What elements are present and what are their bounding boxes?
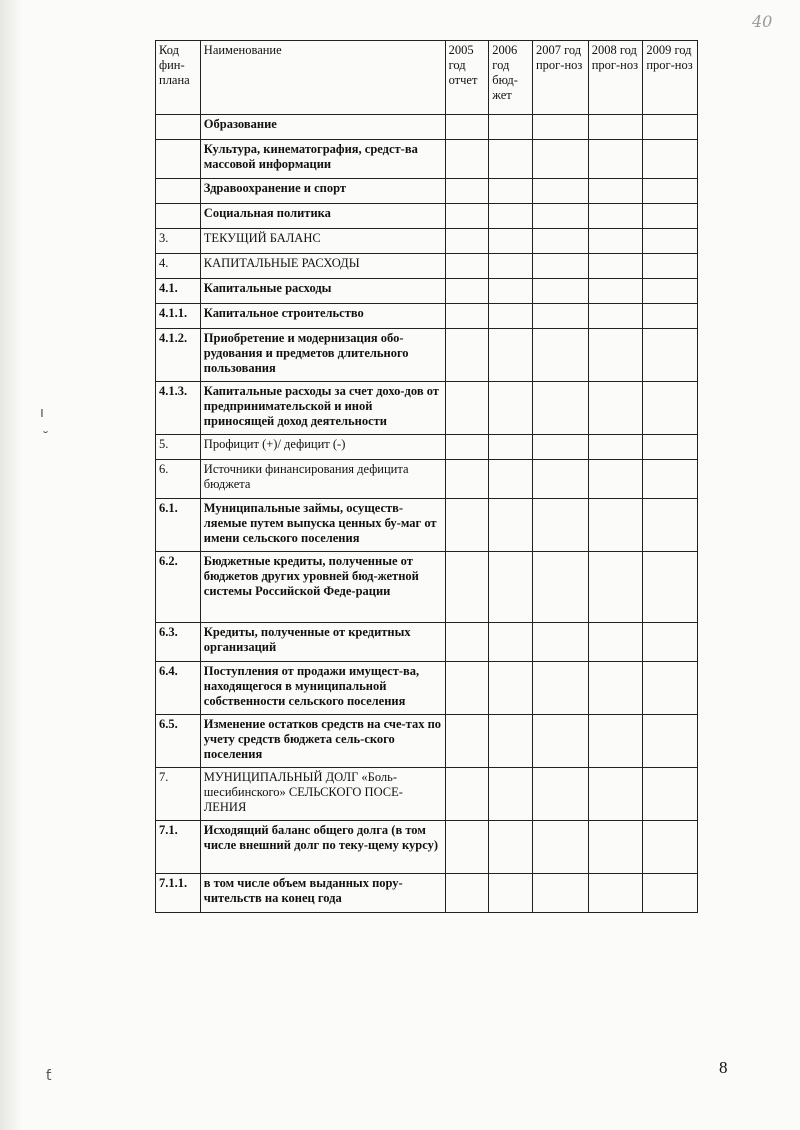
- year-value-cell: [445, 623, 489, 662]
- year-value-cell: [532, 304, 588, 329]
- row-code: 6.5.: [156, 715, 201, 768]
- page-number: 8: [719, 1058, 728, 1077]
- year-value-cell: [532, 821, 588, 874]
- header-name: Наименование: [200, 41, 445, 115]
- year-value-cell: [588, 279, 643, 304]
- table-row: [156, 179, 698, 204]
- year-value-cell: [445, 768, 489, 821]
- year-value-cell: [643, 179, 698, 204]
- year-value-cell: [489, 279, 533, 304]
- year-value-cell: [532, 140, 588, 179]
- year-value-cell: [643, 499, 698, 552]
- table-row: [156, 552, 698, 623]
- row-name: Поступления от продажи имущест-ва, находящегося в муниципальной собственности сельского поселения: [200, 662, 445, 715]
- year-value-cell: [445, 821, 489, 874]
- year-value-cell: [489, 254, 533, 279]
- row-code: [156, 140, 201, 179]
- row-name: ТЕКУЩИЙ БАЛАНС: [200, 229, 445, 254]
- year-value-cell: [588, 662, 643, 715]
- row-code: 6.2.: [156, 552, 201, 623]
- year-value-cell: [588, 179, 643, 204]
- year-value-cell: [489, 204, 533, 229]
- year-value-cell: [489, 874, 533, 913]
- row-name: Приобретение и модернизация обо-рудования и предметов длительного пользования: [200, 329, 445, 382]
- row-name: Здравоохранение и спорт: [200, 179, 445, 204]
- year-value-cell: [643, 662, 698, 715]
- table-row: [156, 279, 698, 304]
- year-value-cell: [643, 715, 698, 768]
- table-row: [156, 821, 698, 874]
- year-value-cell: [532, 552, 588, 623]
- year-value-cell: [588, 435, 643, 460]
- year-value-cell: [445, 329, 489, 382]
- year-value-cell: [643, 874, 698, 913]
- year-value-cell: [588, 254, 643, 279]
- year-value-cell: [643, 382, 698, 435]
- row-name: в том числе объем выданных пору-чительств на конец года: [200, 874, 445, 913]
- row-code: 5.: [156, 435, 201, 460]
- year-value-cell: [532, 115, 588, 140]
- year-value-cell: [532, 768, 588, 821]
- table-row: [156, 768, 698, 821]
- table-row: [156, 460, 698, 499]
- row-code: 6.3.: [156, 623, 201, 662]
- row-name: Кредиты, полученные от кредитных организаций: [200, 623, 445, 662]
- year-value-cell: [489, 140, 533, 179]
- row-code: [156, 204, 201, 229]
- row-code: 7.: [156, 768, 201, 821]
- year-value-cell: [643, 329, 698, 382]
- header-2008: 2008 год прог-ноз: [588, 41, 643, 115]
- year-value-cell: [588, 115, 643, 140]
- table-header-row: [156, 41, 698, 115]
- year-value-cell: [643, 435, 698, 460]
- row-code: 6.: [156, 460, 201, 499]
- table-row: [156, 115, 698, 140]
- year-value-cell: [532, 435, 588, 460]
- year-value-cell: [643, 552, 698, 623]
- header-code: Код фин-плана: [156, 41, 201, 115]
- year-value-cell: [532, 499, 588, 552]
- year-value-cell: [588, 382, 643, 435]
- year-value-cell: [445, 179, 489, 204]
- year-value-cell: [588, 460, 643, 499]
- year-value-cell: [588, 329, 643, 382]
- year-value-cell: [532, 874, 588, 913]
- year-value-cell: [489, 821, 533, 874]
- header-2006: 2006 год бюд-жет: [489, 41, 533, 115]
- year-value-cell: [445, 552, 489, 623]
- scan-speck: ˘: [42, 430, 49, 446]
- year-value-cell: [643, 623, 698, 662]
- year-value-cell: [588, 204, 643, 229]
- row-code: 7.1.: [156, 821, 201, 874]
- table-row: [156, 382, 698, 435]
- row-code: 6.1.: [156, 499, 201, 552]
- row-code: 4.1.2.: [156, 329, 201, 382]
- scan-shadow: [0, 0, 22, 1130]
- year-value-cell: [445, 499, 489, 552]
- row-name: КАПИТАЛЬНЫЕ РАСХОДЫ: [200, 254, 445, 279]
- year-value-cell: [532, 279, 588, 304]
- year-value-cell: [489, 768, 533, 821]
- year-value-cell: [532, 715, 588, 768]
- row-name: Образование: [200, 115, 445, 140]
- table-row: [156, 715, 698, 768]
- table-row: [156, 874, 698, 913]
- year-value-cell: [643, 229, 698, 254]
- row-code: 4.1.: [156, 279, 201, 304]
- year-value-cell: [489, 304, 533, 329]
- year-value-cell: [445, 435, 489, 460]
- year-value-cell: [643, 821, 698, 874]
- row-name: Капитальное строительство: [200, 304, 445, 329]
- year-value-cell: [532, 229, 588, 254]
- table-row: [156, 229, 698, 254]
- year-value-cell: [643, 140, 698, 179]
- scan-speck: ı: [40, 405, 44, 421]
- table-row: [156, 329, 698, 382]
- table-row: [156, 140, 698, 179]
- table-row: [156, 623, 698, 662]
- year-value-cell: [588, 874, 643, 913]
- table-row: [156, 499, 698, 552]
- row-name: Капитальные расходы за счет дохо-дов от предпринимательской и иной приносящей доход деятельности: [200, 382, 445, 435]
- row-name: Капитальные расходы: [200, 279, 445, 304]
- row-name: Источники финансирования дефицита бюджета: [200, 460, 445, 499]
- year-value-cell: [643, 115, 698, 140]
- year-value-cell: [588, 821, 643, 874]
- year-value-cell: [588, 499, 643, 552]
- row-code: [156, 179, 201, 204]
- year-value-cell: [643, 279, 698, 304]
- year-value-cell: [445, 382, 489, 435]
- year-value-cell: [532, 329, 588, 382]
- header-2005: 2005 год отчет: [445, 41, 489, 115]
- year-value-cell: [489, 179, 533, 204]
- year-value-cell: [532, 460, 588, 499]
- year-value-cell: [588, 140, 643, 179]
- table-row: [156, 304, 698, 329]
- year-value-cell: [532, 382, 588, 435]
- year-value-cell: [489, 115, 533, 140]
- year-value-cell: [445, 304, 489, 329]
- row-name: МУНИЦИПАЛЬНЫЙ ДОЛГ «Боль-шесибинского» СЕЛЬСКОГО ПОСЕ-ЛЕНИЯ: [200, 768, 445, 821]
- year-value-cell: [489, 662, 533, 715]
- year-value-cell: [445, 229, 489, 254]
- year-value-cell: [445, 115, 489, 140]
- row-code: 4.1.1.: [156, 304, 201, 329]
- header-2007: 2007 год прог-ноз: [532, 41, 588, 115]
- year-value-cell: [445, 874, 489, 913]
- table-row: [156, 435, 698, 460]
- year-value-cell: [445, 460, 489, 499]
- scan-speck: ƭ: [46, 1068, 52, 1084]
- row-code: 6.4.: [156, 662, 201, 715]
- financial-plan-table: [155, 40, 698, 913]
- handwritten-page-mark: 40: [752, 12, 773, 31]
- row-name: Социальная политика: [200, 204, 445, 229]
- year-value-cell: [489, 499, 533, 552]
- year-value-cell: [445, 204, 489, 229]
- year-value-cell: [643, 204, 698, 229]
- year-value-cell: [489, 229, 533, 254]
- year-value-cell: [445, 140, 489, 179]
- year-value-cell: [643, 304, 698, 329]
- year-value-cell: [489, 715, 533, 768]
- year-value-cell: [588, 229, 643, 254]
- row-name: Муниципальные займы, осуществ-ляемые путем выпуска ценных бу-маг от имени сельского поселения: [200, 499, 445, 552]
- year-value-cell: [532, 623, 588, 662]
- year-value-cell: [588, 552, 643, 623]
- year-value-cell: [588, 623, 643, 662]
- year-value-cell: [445, 254, 489, 279]
- year-value-cell: [643, 254, 698, 279]
- row-name: Культура, кинематография, средст-ва массовой информации: [200, 140, 445, 179]
- year-value-cell: [532, 662, 588, 715]
- table-body: [156, 115, 698, 913]
- year-value-cell: [489, 329, 533, 382]
- year-value-cell: [489, 435, 533, 460]
- year-value-cell: [445, 715, 489, 768]
- row-code: 4.1.3.: [156, 382, 201, 435]
- header-2009: 2009 год прог-ноз: [643, 41, 698, 115]
- row-name: Бюджетные кредиты, полученные от бюджетов других уровней бюд-жетной системы Российской Феде-рации: [200, 552, 445, 623]
- year-value-cell: [532, 204, 588, 229]
- year-value-cell: [489, 382, 533, 435]
- row-name: Изменение остатков средств на сче-тах по учету средств бюджета сель-ского поселения: [200, 715, 445, 768]
- year-value-cell: [489, 623, 533, 662]
- year-value-cell: [445, 279, 489, 304]
- table-row: [156, 254, 698, 279]
- year-value-cell: [588, 768, 643, 821]
- year-value-cell: [489, 552, 533, 623]
- year-value-cell: [532, 254, 588, 279]
- row-name: Исходящий баланс общего долга (в том числе внешний долг по теку-щему курсу): [200, 821, 445, 874]
- row-code: 4.: [156, 254, 201, 279]
- year-value-cell: [588, 715, 643, 768]
- table-row: [156, 662, 698, 715]
- row-code: 3.: [156, 229, 201, 254]
- row-name: Профицит (+)/ дефицит (-): [200, 435, 445, 460]
- table-row: [156, 204, 698, 229]
- year-value-cell: [445, 662, 489, 715]
- year-value-cell: [643, 768, 698, 821]
- row-code: 7.1.1.: [156, 874, 201, 913]
- year-value-cell: [532, 179, 588, 204]
- year-value-cell: [489, 460, 533, 499]
- year-value-cell: [588, 304, 643, 329]
- year-value-cell: [643, 460, 698, 499]
- row-code: [156, 115, 201, 140]
